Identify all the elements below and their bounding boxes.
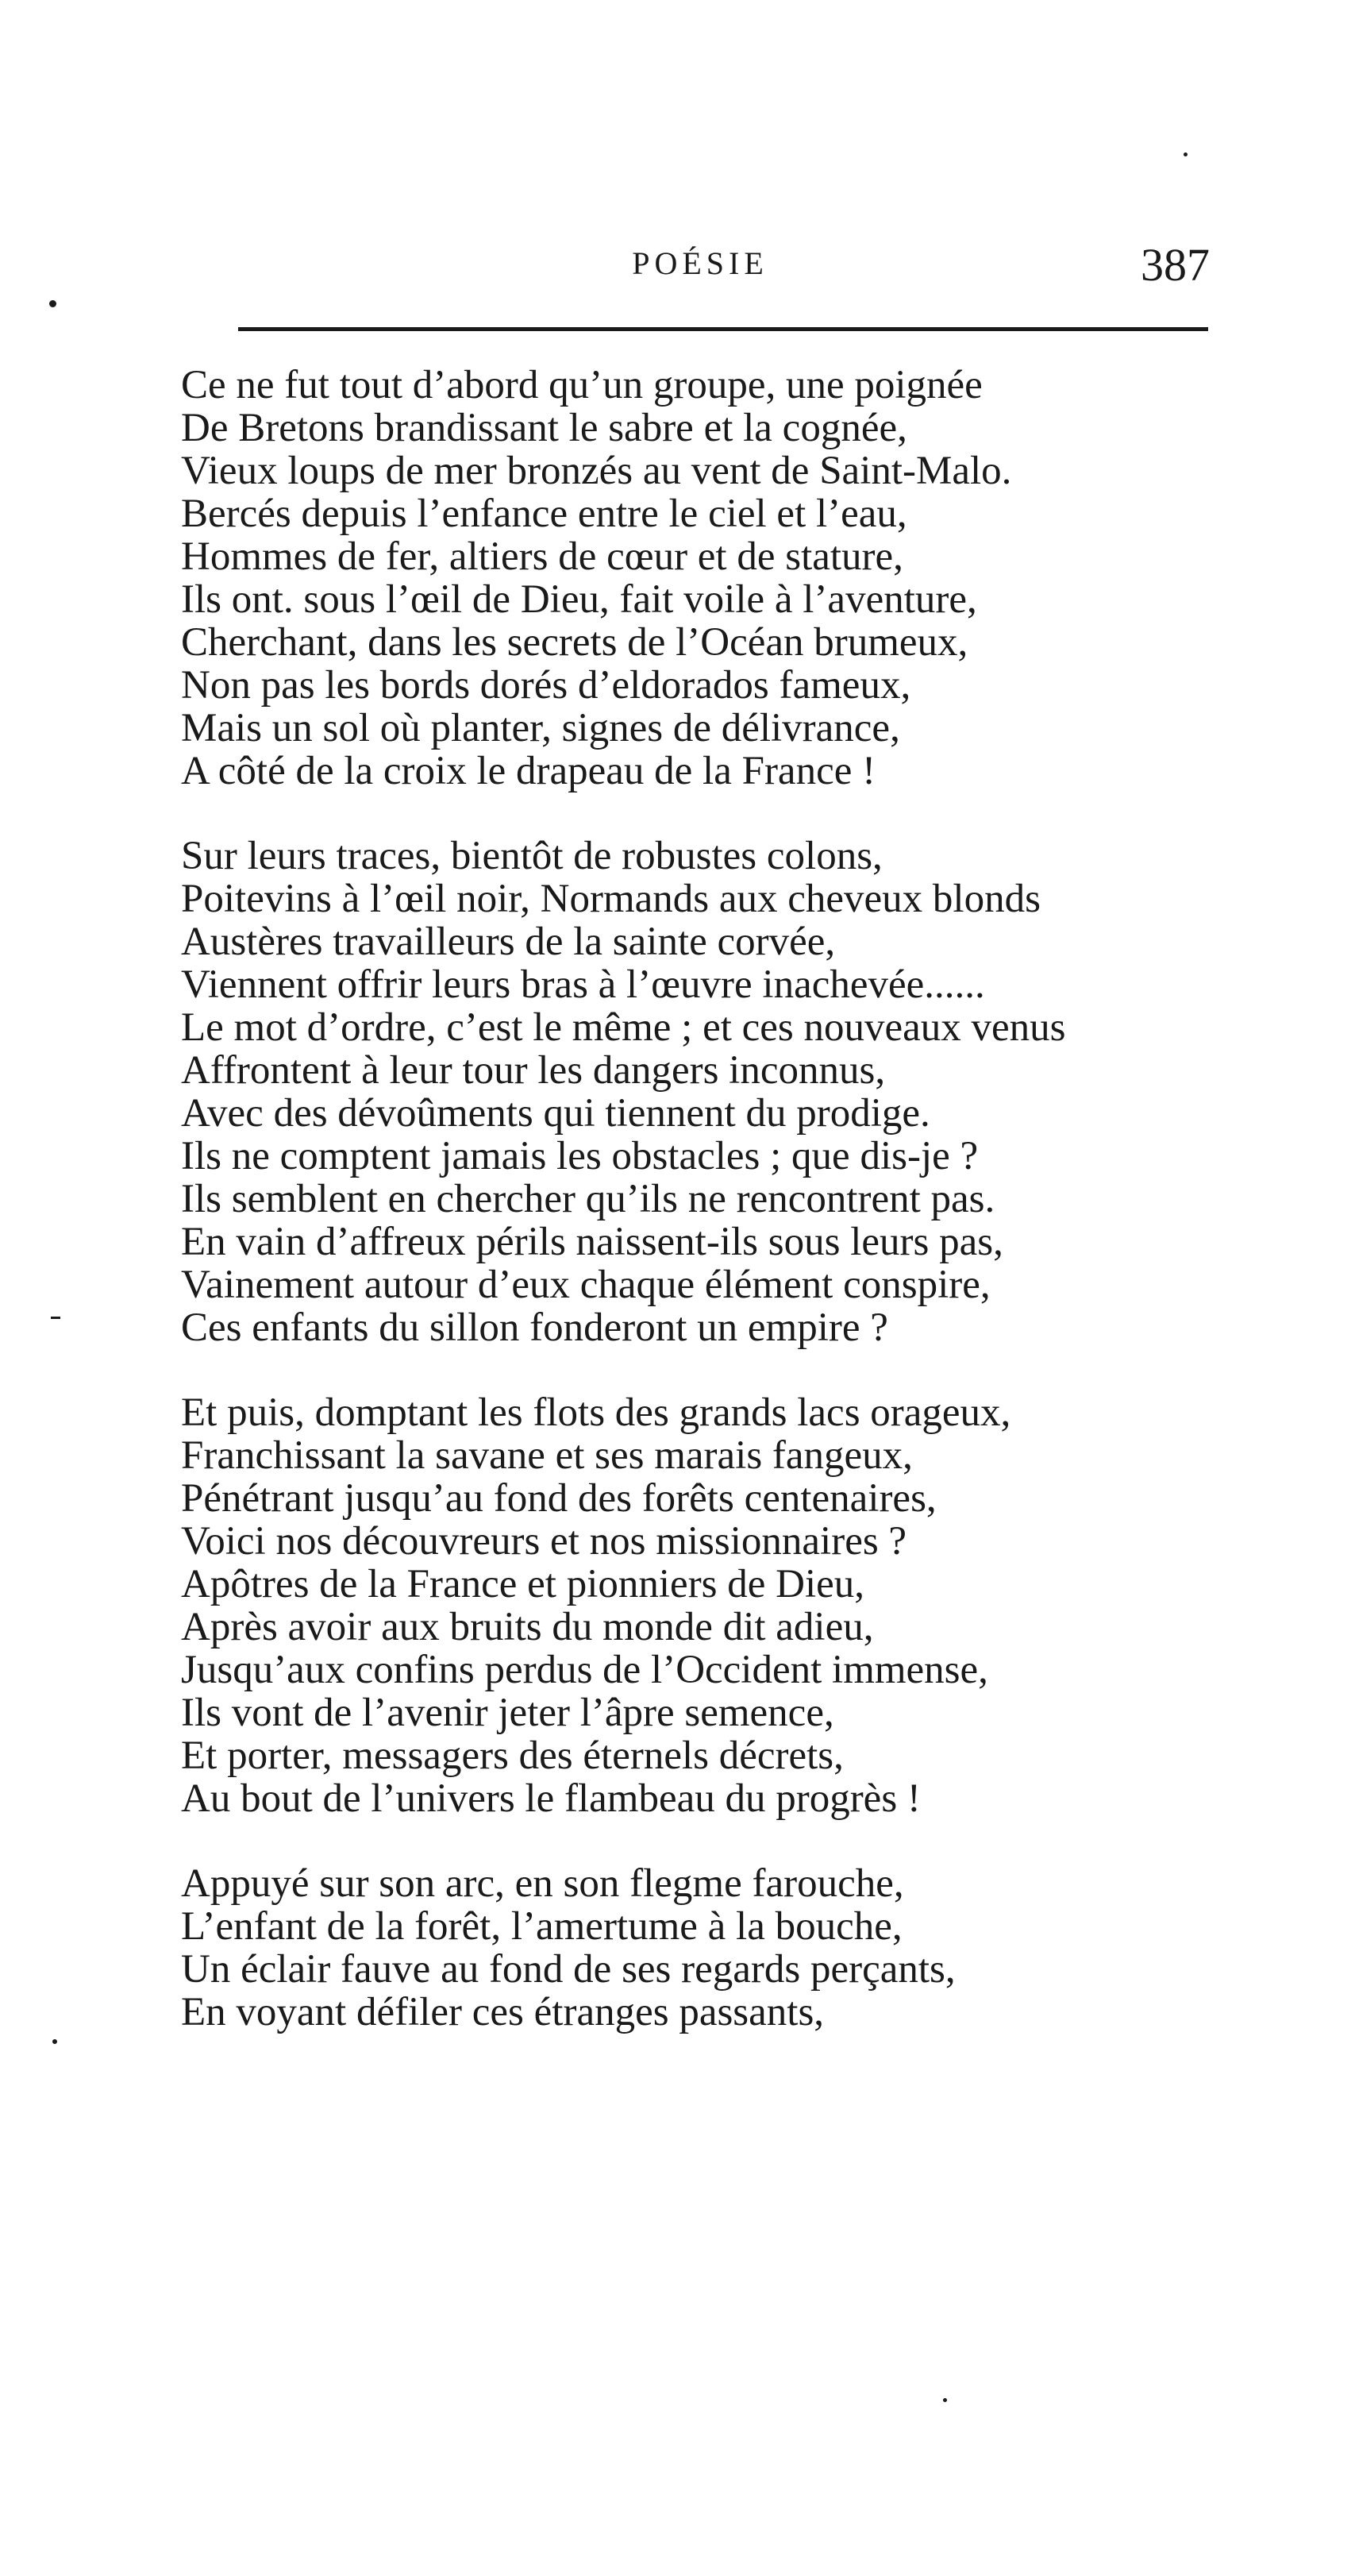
verse-line: Ils ont. sous l’œil de Dieu, fait voile à l’aventure, <box>181 577 977 622</box>
header-rule <box>238 327 1208 331</box>
verse-line: Non pas les bords dorés d’eldorados fameux, <box>181 663 911 708</box>
verse-line: A côté de la croix le drapeau de la France ! <box>181 749 876 793</box>
verse-line: Affrontent à leur tour les dangers inconnus, <box>181 1048 886 1093</box>
verse-line: Poitevins à l’œil noir, Normands aux cheveux blonds <box>181 877 1041 921</box>
page-number: 387 <box>1141 239 1210 291</box>
verse-line: Apôtres de la France et pionniers de Dieu, <box>181 1562 865 1606</box>
verse-line: Voici nos découvreurs et nos missionnaires ? <box>181 1519 907 1564</box>
running-title: POÉSIE <box>632 245 768 281</box>
verse-line: Mais un sol où planter, signes de délivrance, <box>181 706 900 750</box>
verse-line: Hommes de fer, altiers de cœur et de stature, <box>181 534 903 579</box>
verse-line: En voyant défiler ces étranges passants, <box>181 1990 825 2034</box>
stanza <box>181 1862 1213 2034</box>
verse-line: Cherchant, dans les secrets de l’Océan brumeux, <box>181 620 968 665</box>
margin-speck <box>52 2039 57 2044</box>
page-header <box>191 238 1210 302</box>
verse-line: Appuyé sur son arc, en son flegme farouche, <box>181 1861 904 1906</box>
verse-line: Ils ne comptent jamais les obstacles ; que dis-je ? <box>181 1134 979 1178</box>
verse-line: Pénétrant jusqu’au fond des forêts centenaires, <box>181 1476 937 1521</box>
verse-line: Le mot d’ordre, c’est le même ; et ces nouveaux venus <box>181 1005 1066 1050</box>
stanza <box>181 835 1213 1349</box>
verse-line: Ces enfants du sillon fonderont un empire ? <box>181 1305 888 1350</box>
verse-line: Et porter, messagers des éternels décrets, <box>181 1733 844 1778</box>
verse-line: Après avoir aux bruits du monde dit adieu, <box>181 1605 874 1649</box>
verse-line: Sur leurs traces, bientôt de robustes colons, <box>181 834 883 878</box>
verse-line: De Bretons brandissant le sabre et la cognée, <box>181 406 907 450</box>
verse-line: Ils vont de l’avenir jeter l’âpre semence, <box>181 1691 834 1735</box>
margin-speck <box>943 2398 947 2402</box>
verse-line: Vainement autour d’eux chaque élément conspire, <box>181 1263 991 1307</box>
verse-line: L’enfant de la forêt, l’amertume à la bouche, <box>181 1904 903 1949</box>
verse-line: Franchissant la savane et ses marais fangeux, <box>181 1433 913 1478</box>
stanza <box>181 364 1213 792</box>
verse-line: Et puis, domptant les flots des grands lacs orageux, <box>181 1390 1011 1435</box>
margin-speck <box>51 1317 60 1319</box>
margin-speck <box>1184 152 1188 156</box>
margin-speck <box>49 300 56 307</box>
verse-line: Vieux loups de mer bronzés au vent de Saint-Malo. <box>181 449 1012 493</box>
verse-line: Ce ne fut tout d’abord qu’un groupe, une poignée <box>181 363 983 407</box>
verse-line: Ils semblent en chercher qu’ils ne rencontrent pas. <box>181 1177 995 1221</box>
verse-line: Avec des dévoûments qui tiennent du prodige. <box>181 1091 930 1136</box>
verse-line: Viennent offrir leurs bras à l’œuvre inachevée...... <box>181 962 985 1007</box>
stanza <box>181 1391 1213 1820</box>
verse-line: Austères travailleurs de la sainte corvée, <box>181 920 836 964</box>
verse-line: En vain d’affreux périls naissent-ils sous leurs pas, <box>181 1220 1003 1264</box>
verse-line: Un éclair fauve au fond de ses regards perçants, <box>181 1947 956 1992</box>
verse-line: Bercés depuis l’enfance entre le ciel et l’eau, <box>181 492 907 536</box>
verse-line: Au bout de l’univers le flambeau du progrès ! <box>181 1776 921 1821</box>
verse-line: Jusqu’aux confins perdus de l’Occident immense, <box>181 1648 988 1692</box>
poem-body <box>181 364 1213 2076</box>
